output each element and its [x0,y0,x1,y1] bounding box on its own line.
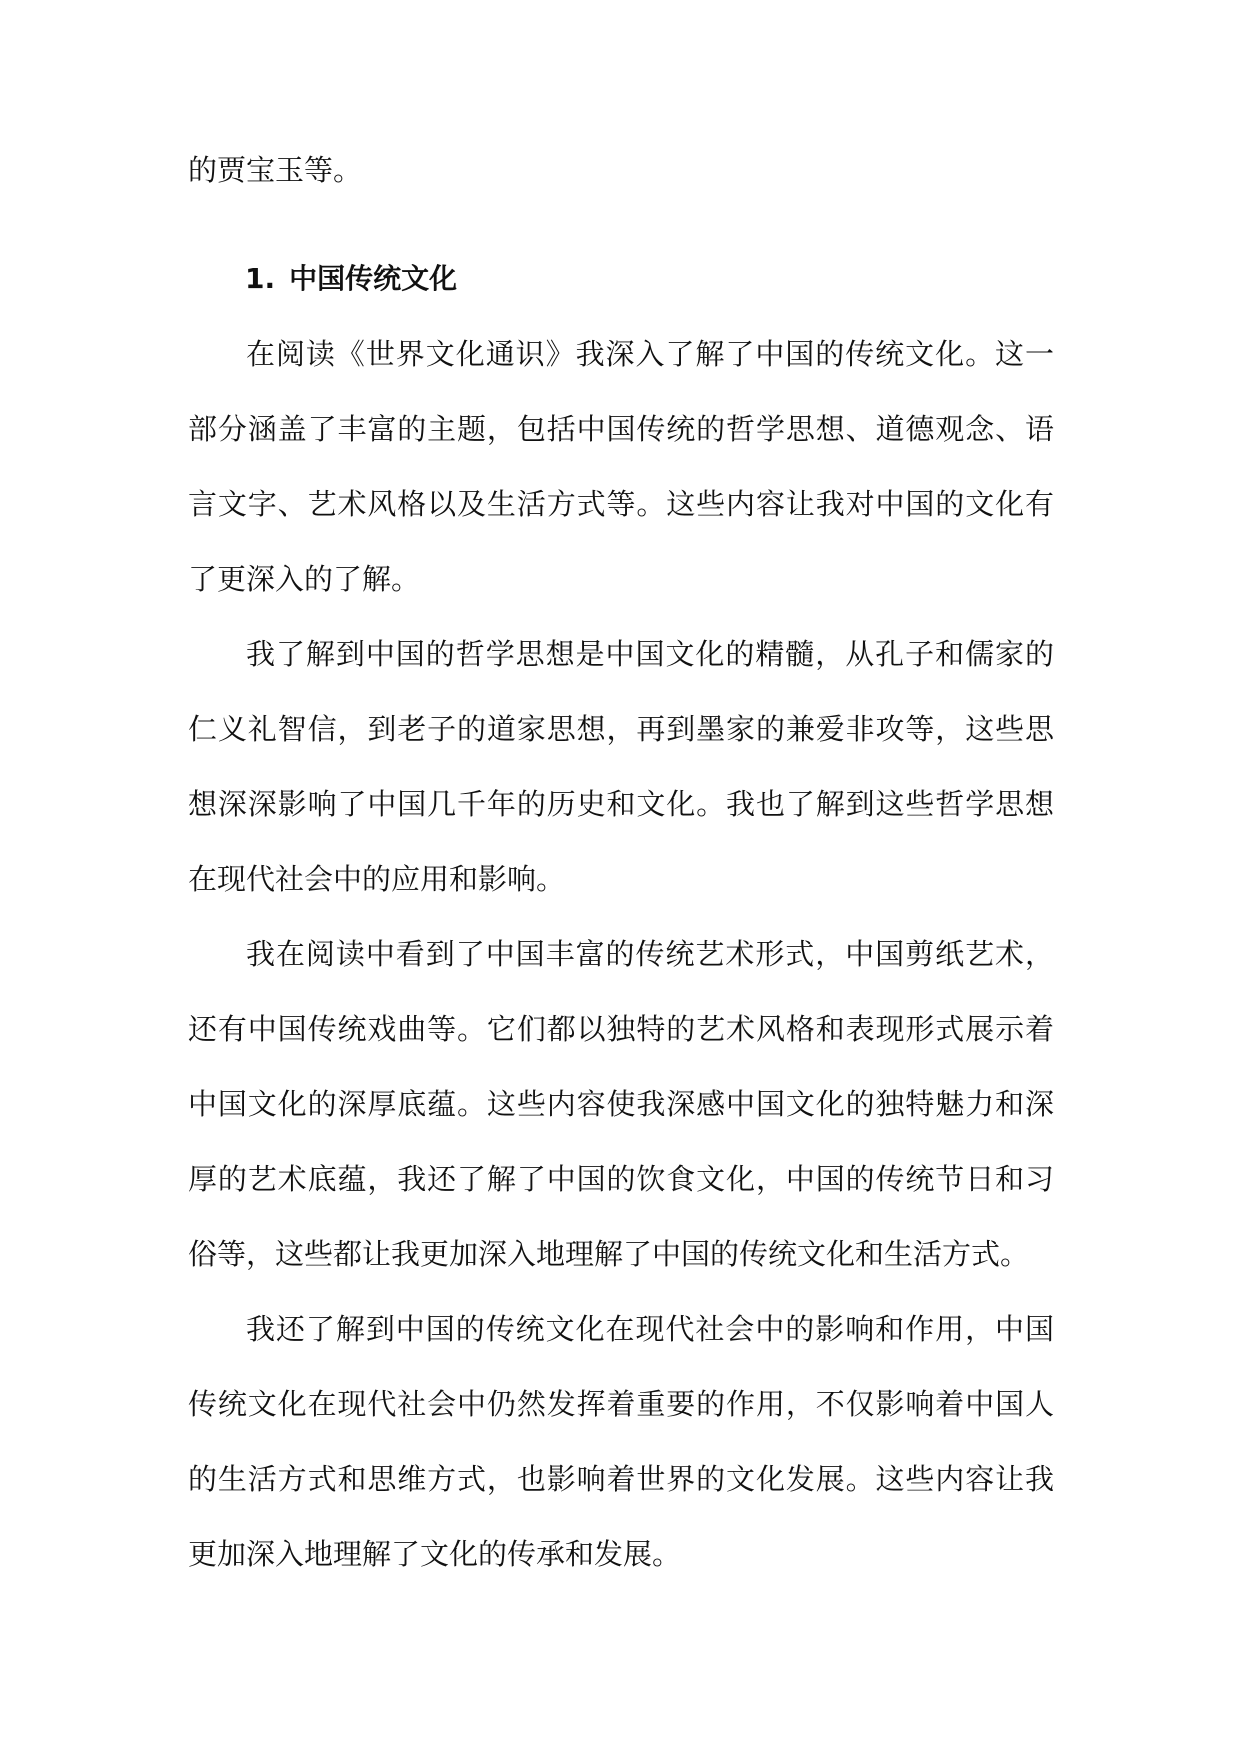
paragraph: 我了解到中国的哲学思想是中国文化的精髓，从孔子和儒家的仁义礼智信，到老子的道家思想，再到墨家的兼爱非攻等，这些思想深深影响了中国几千年的历史和文化。我也了解到这些哲学思想在现代社会中的应用和影响。 [188,637,1054,896]
section-number: 1. [245,262,276,295]
paragraph: 在阅读《世界文化通识》我深入了解了中国的传统文化。这一部分涵盖了丰富的主题，包括中国传统的哲学思想、道德观念、语言文字、艺术风格以及生活方式等。这些内容让我对中国的文化有了更深入的了解。 [188,337,1054,596]
paragraph: 我在阅读中看到了中国丰富的传统艺术形式，中国剪纸艺术，还有中国传统戏曲等。它们都以独特的艺术风格和表现形式展示着中国文化的深厚底蕴。这些内容使我深感中国文化的独特魅力和深厚的艺术底蕴，我还了解了中国的饮食文化，中国的传统节日和习俗等，这些都让我更加深入地理解了中国的传统文化和生活方式。 [188,937,1054,1271]
section-body [188,317,1054,1592]
section-heading [245,241,457,316]
continuation-text: 的贾宝玉等。 [188,153,363,187]
paragraph: 我还了解到中国的传统文化在现代社会中的影响和作用，中国传统文化在现代社会中仍然发挥着重要的作用，不仅影响着中国人的生活方式和思维方式，也影响着世界的文化发展。这些内容让我更加深入地理解了文化的传承和发展。 [188,1312,1054,1571]
section-title: 中国传统文化 [289,262,458,295]
